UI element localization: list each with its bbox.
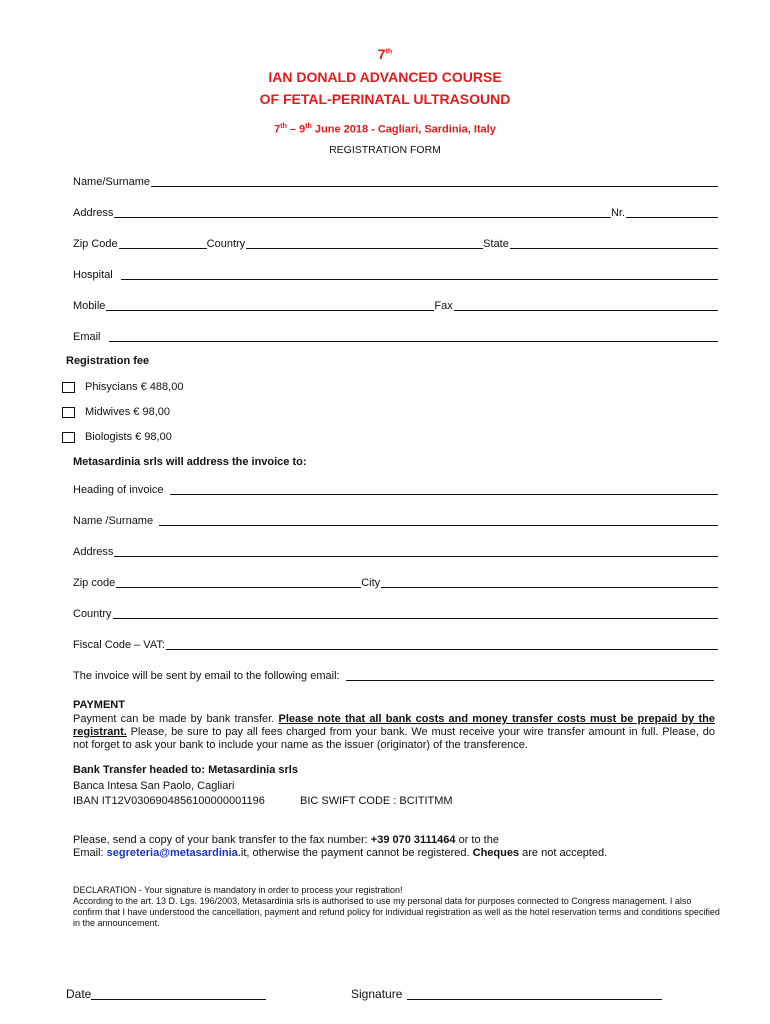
hospital-label: Hospital xyxy=(73,269,113,281)
invoice-zip-line[interactable] xyxy=(116,587,361,588)
zip-label: Zip Code xyxy=(73,238,118,250)
payment-paragraph: Payment can be made by bank transfer. Please note that all bank costs and money transfer costs must be prepaid by the registrant. Please, be sure to pay all fees charged from your bank. We must receive your wire transfer amount in full. Please, do not forget to ask your bank to include your name as the issuer (originator) of the transference. xyxy=(73,713,715,751)
course-title-line1: IAN DONALD ADVANCED COURSE xyxy=(268,69,502,85)
state-label: State xyxy=(483,238,509,250)
email-link[interactable]: segreteria@metasardinia xyxy=(106,847,238,859)
edition-number: 7th xyxy=(377,46,393,62)
invoice-name-line[interactable] xyxy=(159,525,718,526)
email-label: Email xyxy=(73,331,101,343)
course-title-line2: OF FETAL-PERINATAL ULTRASOUND xyxy=(259,91,511,107)
iban: IBAN IT12V0306904856100000001196 xyxy=(73,795,265,807)
fax-line[interactable] xyxy=(454,310,718,311)
fee-label: Biologists € 98,00 xyxy=(85,431,172,443)
invoice-zip-city-field[interactable] xyxy=(73,575,718,589)
state-line[interactable] xyxy=(510,248,718,249)
country-line[interactable] xyxy=(246,248,483,249)
invoice-name-field[interactable] xyxy=(73,513,718,527)
invoice-address-label: Address xyxy=(73,546,114,558)
invoice-zip-label: Zip code xyxy=(73,577,116,589)
mobile-label: Mobile xyxy=(73,300,106,312)
invoice-heading-line[interactable] xyxy=(170,494,718,495)
invoice-address-line[interactable] xyxy=(114,556,718,557)
hospital-field[interactable] xyxy=(73,267,718,281)
name-field[interactable] xyxy=(73,174,718,188)
invoice-country-field[interactable] xyxy=(73,606,718,620)
nr-label: Nr. xyxy=(610,207,625,219)
address-line[interactable] xyxy=(114,217,611,218)
zip-line[interactable] xyxy=(119,248,207,249)
email-line[interactable] xyxy=(109,341,718,342)
payment-copy-note: Please, send a copy of your bank transfer to the fax number: +39 070 3111464 or to the Email: segreteria@metasardinia.it, otherwise the payment cannot be registered. Cheques are not accepted. xyxy=(73,834,608,859)
checkbox[interactable] xyxy=(62,382,75,393)
invoice-country-line[interactable] xyxy=(113,618,718,619)
date-field[interactable] xyxy=(66,986,266,1001)
date-line[interactable] xyxy=(91,999,266,1000)
fee-option-physicians[interactable] xyxy=(62,381,183,393)
zip-country-state-field[interactable] xyxy=(73,236,718,250)
invoice-heading: Metasardinia srls will address the invoice to: xyxy=(73,456,307,468)
invoice-heading-field[interactable] xyxy=(73,482,718,496)
signature-line[interactable] xyxy=(407,999,662,1000)
fee-label: Midwives € 98,00 xyxy=(85,406,170,418)
declaration-title: DECLARATION - Your signature is mandatory in order to process your registration! xyxy=(73,885,403,895)
fee-option-midwives[interactable] xyxy=(62,406,170,418)
invoice-email-field[interactable] xyxy=(73,668,714,682)
mobile-fax-field[interactable] xyxy=(73,298,718,312)
name-label: Name/Surname xyxy=(73,176,151,188)
mobile-line[interactable] xyxy=(106,310,434,311)
invoice-name-label: Name /Surname xyxy=(73,515,154,527)
form-title: REGISTRATION FORM xyxy=(329,144,441,156)
signature-field[interactable] xyxy=(351,986,662,1001)
declaration xyxy=(73,885,723,929)
checkbox[interactable] xyxy=(62,407,75,418)
bank-heading: Bank Transfer headed to: Metasardinia srls xyxy=(73,764,298,776)
checkbox[interactable] xyxy=(62,432,75,443)
invoice-country-label: Country xyxy=(73,608,112,620)
declaration-body: According to the art. 13 D. Lgs. 196/2003, Metasardinia srls is authorised to use my personal data for purposes connected to Congress management. I also confirm that I have understood the cancellation, payment and refund policy for individual registration as well as the hotel reservation terms and conditions specified in the announcement. xyxy=(73,896,720,928)
signature-label: Signature xyxy=(351,987,403,1001)
invoice-city-label: City xyxy=(361,577,381,589)
email-field[interactable] xyxy=(73,329,718,343)
fax-label: Fax xyxy=(434,300,453,312)
nr-line[interactable] xyxy=(626,217,718,218)
invoice-fiscal-label: Fiscal Code – VAT: xyxy=(73,639,165,651)
registration-fee-heading: Registration fee xyxy=(66,355,150,367)
invoice-heading-label: Heading of invoice xyxy=(73,484,164,496)
invoice-city-line[interactable] xyxy=(381,587,718,588)
name-line[interactable] xyxy=(151,186,718,187)
date-label: Date xyxy=(66,987,92,1001)
country-label: Country xyxy=(206,238,246,250)
bank-name: Banca Intesa San Paolo, Cagliari xyxy=(73,780,235,792)
invoice-fiscal-field[interactable] xyxy=(73,637,718,651)
invoice-email-line[interactable] xyxy=(346,680,714,681)
invoice-email-label: The invoice will be sent by email to the following email: xyxy=(73,670,340,682)
bic-swift: BIC SWIFT CODE : BCITITMM xyxy=(300,795,453,807)
invoice-address-field[interactable] xyxy=(73,544,718,558)
fee-option-biologists[interactable] xyxy=(62,431,172,443)
fee-label: Phisycians € 488,00 xyxy=(85,381,184,393)
payment-heading: PAYMENT xyxy=(73,699,125,711)
address-field[interactable] xyxy=(73,205,718,219)
hospital-line[interactable] xyxy=(121,279,718,280)
course-dates: 7th – 9th June 2018 - Cagliari, Sardinia, Italy xyxy=(274,123,496,136)
invoice-fiscal-line[interactable] xyxy=(166,649,718,650)
address-label: Address xyxy=(73,207,114,219)
